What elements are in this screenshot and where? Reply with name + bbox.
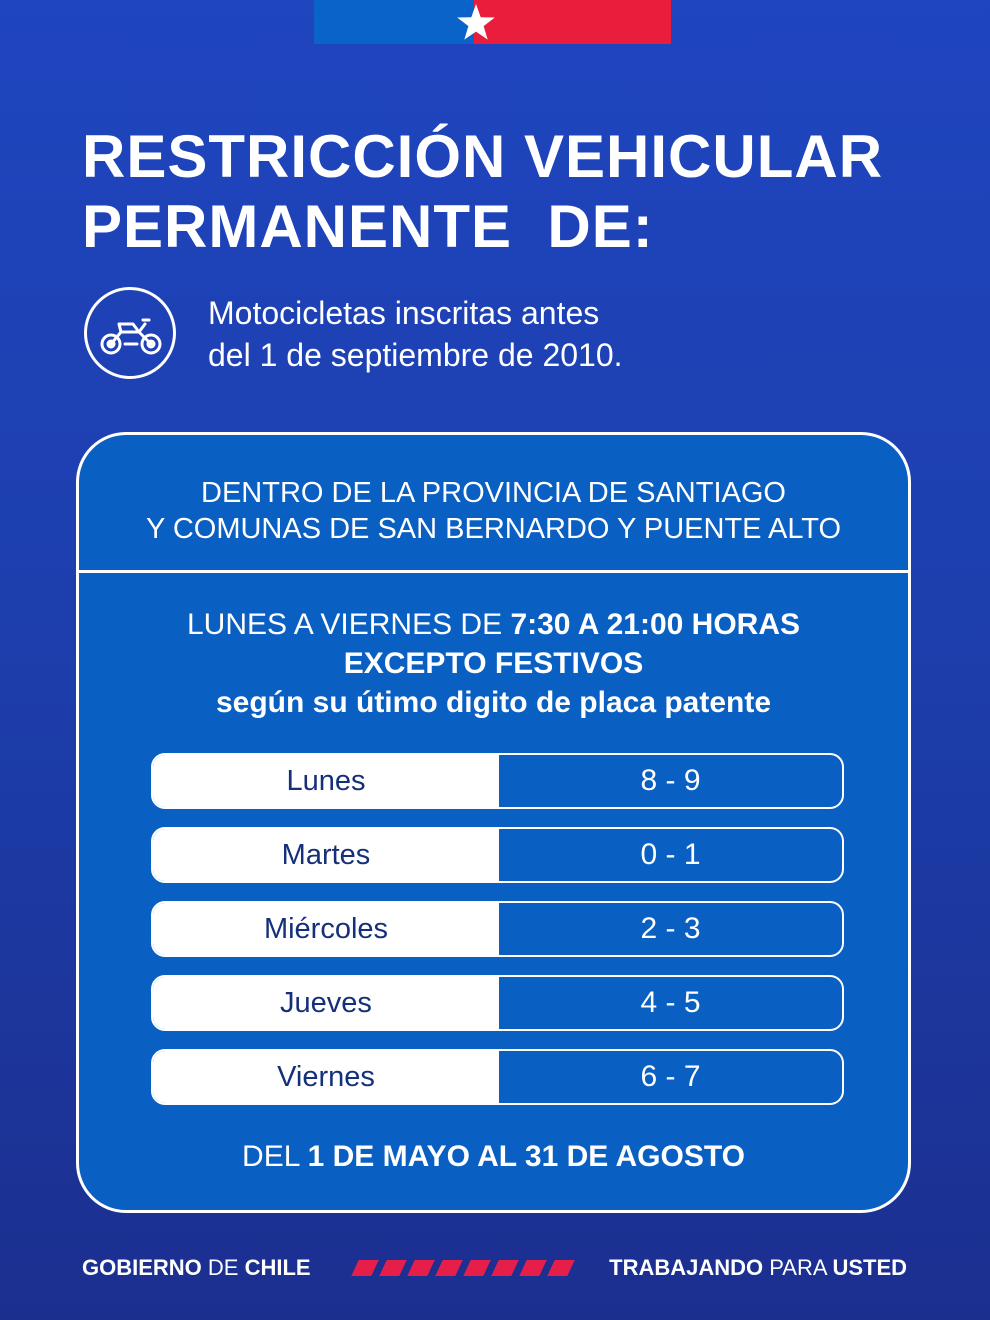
footer-right-bold-2: USTED — [832, 1255, 907, 1280]
row-digits: 8 - 9 — [640, 764, 701, 797]
slogan-text — [609, 1254, 907, 1282]
row-digits: 2 - 3 — [640, 912, 701, 945]
stripe — [547, 1260, 574, 1276]
motorcycle-icon — [99, 310, 163, 358]
period-dates: 1 DE MAYO AL 31 DE AGOSTO — [307, 1140, 745, 1173]
row-day: Jueves — [153, 977, 499, 1029]
star-icon — [456, 2, 496, 42]
subtitle-line-1: Motocicletas inscritas antes — [208, 295, 600, 331]
row-digits: 6 - 7 — [640, 1060, 701, 1093]
row-digits: 4 - 5 — [640, 986, 701, 1019]
row-day: Lunes — [153, 755, 499, 807]
validity-period — [79, 1139, 908, 1175]
stripe — [463, 1260, 490, 1276]
footer-right-bold-1: TRABAJANDO — [609, 1255, 764, 1280]
row-day: Viernes — [153, 1051, 499, 1103]
schedule-hours-line — [79, 605, 908, 644]
stripe — [435, 1260, 462, 1276]
stripe — [379, 1260, 406, 1276]
title-line-1: RESTRICCIÓN VEHICULAR — [82, 123, 884, 190]
flag-blue-field — [314, 0, 474, 44]
stripe — [407, 1260, 434, 1276]
area-line-2: Y COMUNAS DE SAN BERNARDO Y PUENTE ALTO — [145, 513, 842, 545]
footer-left-bold-1: GOBIERNO — [82, 1255, 202, 1280]
area-header — [79, 435, 908, 573]
decorative-stripes — [355, 1260, 571, 1276]
motorcycle-badge — [84, 287, 176, 379]
footer-left-bold-2: CHILE — [244, 1255, 311, 1280]
schedule-prefix: LUNES A VIERNES DE — [186, 608, 511, 641]
title-line-2: PERMANENTE DE: — [82, 193, 654, 260]
restriction-table — [151, 753, 844, 1123]
page-title — [82, 122, 883, 262]
stripe — [519, 1260, 546, 1276]
table-row — [151, 827, 844, 883]
subtitle — [208, 292, 623, 376]
flag-red-field — [474, 0, 671, 44]
stripe — [491, 1260, 518, 1276]
footer-right-regular: PARA — [763, 1255, 833, 1280]
table-row — [151, 975, 844, 1031]
table-row — [151, 1049, 844, 1105]
stripe — [351, 1260, 378, 1276]
table-row — [151, 753, 844, 809]
government-logo-text — [82, 1254, 311, 1282]
schedule-rule: según su útimo digito de placa patente — [215, 686, 772, 719]
restriction-card — [76, 432, 911, 1213]
chile-flag-banner — [314, 0, 671, 44]
period-prefix: DEL — [242, 1140, 308, 1173]
row-digits: 0 - 1 — [640, 838, 701, 871]
subtitle-line-2: del 1 de septiembre de 2010. — [208, 337, 623, 373]
footer-left-regular: DE — [201, 1255, 245, 1280]
area-line-1: DENTRO DE LA PROVINCIA DE SANTIAGO — [201, 477, 786, 509]
schedule-except: EXCEPTO FESTIVOS — [343, 647, 644, 680]
row-day: Miércoles — [153, 903, 499, 955]
row-day: Martes — [153, 829, 499, 881]
schedule-text — [79, 605, 908, 722]
table-row — [151, 901, 844, 957]
schedule-hours: 7:30 A 21:00 HORAS — [510, 608, 800, 641]
